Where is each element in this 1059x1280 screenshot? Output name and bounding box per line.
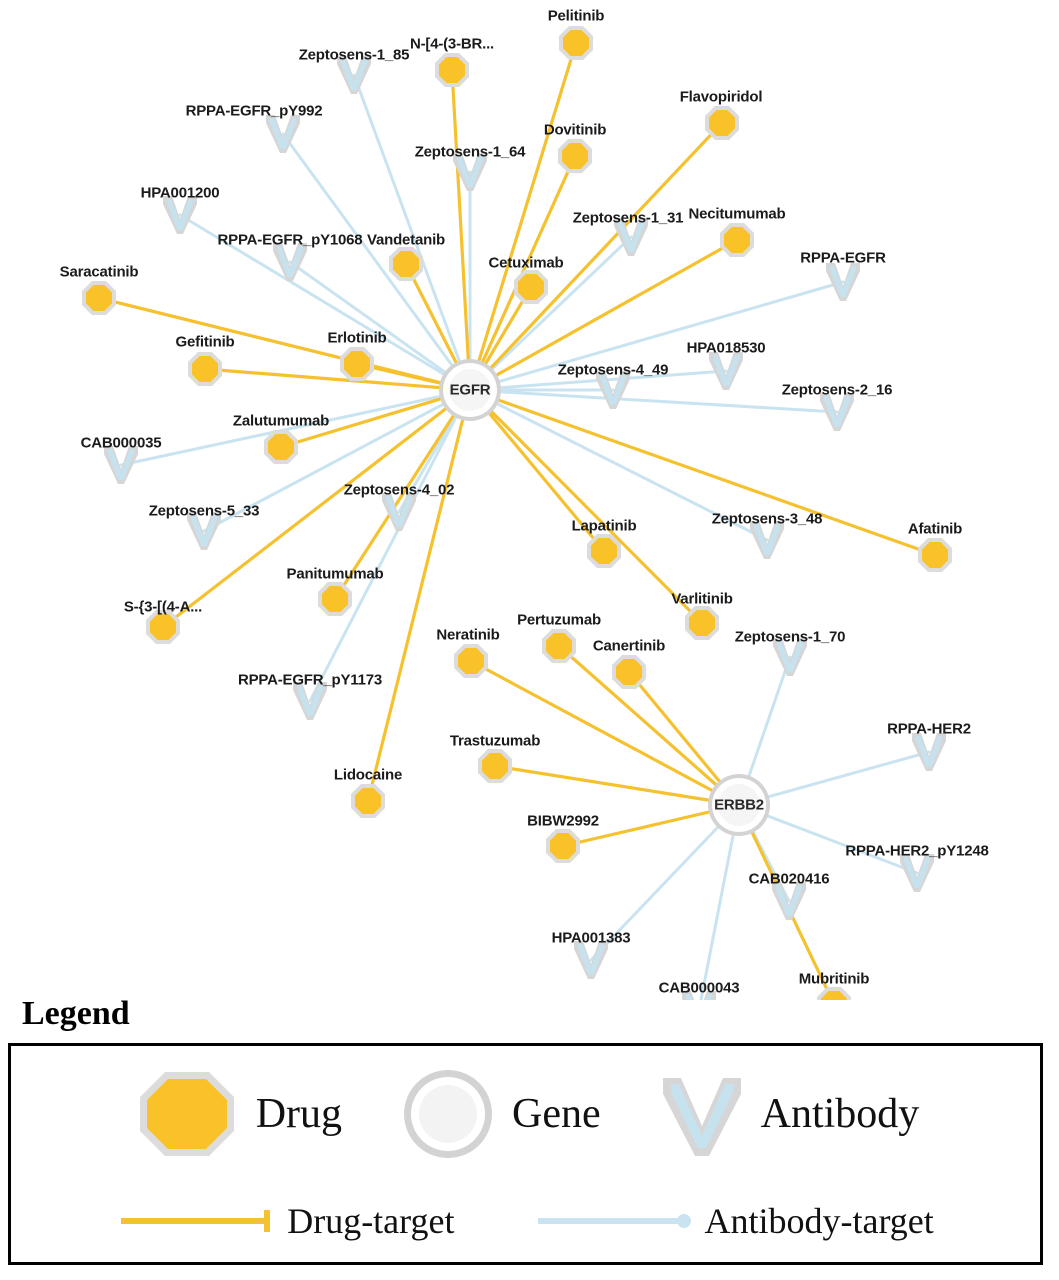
- drug-label: S-{3-[(4-A...: [123, 598, 203, 616]
- antibody-node[interactable]: [574, 941, 608, 979]
- drug-label: N-[4-(3-BR...: [409, 35, 495, 53]
- antibody-label: RPPA-HER2: [887, 720, 971, 738]
- drug-node[interactable]: [918, 538, 952, 572]
- legend-node-row: [11, 1046, 1040, 1181]
- drug-octagon-icon: [132, 1064, 242, 1164]
- legend-antibody-target-item: [534, 1200, 933, 1242]
- drug-node[interactable]: [587, 534, 621, 568]
- drug-label: Canertinib: [592, 637, 666, 655]
- antibody-node[interactable]: [273, 243, 307, 281]
- drug-node[interactable]: [264, 430, 298, 464]
- antibody-node[interactable]: [382, 493, 416, 531]
- legend-box: [8, 1043, 1043, 1265]
- legend-antibody-item: [657, 1064, 920, 1164]
- drug-label: Cetuximab: [488, 254, 564, 272]
- drug-label: Pertuzumab: [517, 611, 601, 629]
- antibody-label: RPPA-EGFR_pY992: [185, 102, 323, 120]
- antibody-label: CAB000043: [658, 979, 740, 997]
- antibody-node[interactable]: [163, 196, 197, 234]
- antibody-label: HPA001200: [140, 184, 220, 202]
- legend-title: Legend: [22, 995, 130, 1032]
- drug-node[interactable]: [318, 582, 352, 616]
- drug-node[interactable]: [720, 223, 754, 257]
- drug-node[interactable]: [612, 655, 646, 689]
- drug-label: Mubritinib: [798, 970, 870, 988]
- antibody-node[interactable]: [709, 352, 743, 390]
- drug-node[interactable]: [478, 749, 512, 783]
- drug-node[interactable]: [389, 247, 423, 281]
- antibody-label: RPPA-HER2_pY1248: [845, 842, 989, 860]
- drug-label: Lidocaine: [333, 766, 403, 784]
- drug-label: Vandetanib: [366, 231, 446, 249]
- drug-node[interactable]: [351, 784, 385, 818]
- legend-gene-item: [398, 1064, 601, 1164]
- antibody-node[interactable]: [104, 446, 138, 484]
- antibody-label: Zeptosens-1_70: [734, 628, 846, 646]
- antibody-node[interactable]: [820, 393, 854, 431]
- drug-node[interactable]: [454, 644, 488, 678]
- drug-target-edge-icon: [117, 1206, 277, 1236]
- drug-label: Panitumumab: [286, 565, 384, 583]
- drug-label: Neratinib: [436, 626, 500, 644]
- antibody-target-edge-icon: [534, 1206, 694, 1236]
- antibody-label: HPA001383: [551, 929, 631, 947]
- legend-drug-target-item: [117, 1200, 454, 1242]
- drug-label: Lapatinib: [571, 517, 637, 535]
- drug-node[interactable]: [705, 106, 739, 140]
- antibody-label: RPPA-EGFR: [800, 249, 886, 267]
- gene-label: ERBB2: [714, 796, 764, 814]
- drug-label: BIBW2992: [527, 812, 599, 830]
- antibody-label: Zeptosens-2_16: [781, 381, 893, 399]
- drug-label: Afatinib: [907, 520, 963, 538]
- antibody-node[interactable]: [772, 882, 806, 920]
- antibody-label: Zeptosens-4_02: [343, 481, 455, 499]
- drug-label: Dovitinib: [543, 121, 607, 139]
- drug-label: Saracatinib: [59, 263, 139, 281]
- drug-label: Flavopiridol: [679, 88, 763, 106]
- antibody-node[interactable]: [900, 854, 934, 892]
- antibody-chevron-icon: [657, 1064, 747, 1164]
- drug-node[interactable]: [340, 347, 374, 381]
- drug-node[interactable]: [542, 629, 576, 663]
- antibody-node[interactable]: [826, 263, 860, 301]
- drug-node[interactable]: [559, 26, 593, 60]
- drug-node[interactable]: [558, 139, 592, 173]
- drug-node[interactable]: [82, 281, 116, 315]
- drug-label: Pelitinib: [547, 7, 605, 25]
- legend-antibody-target-label: Antibody-target: [704, 1201, 934, 1241]
- drug-label: Erlotinib: [327, 329, 387, 347]
- antibody-node[interactable]: [266, 115, 300, 153]
- drug-node[interactable]: [546, 829, 580, 863]
- antibody-label: Zeptosens-4_49: [557, 361, 669, 379]
- legend-antibody-label: Antibody: [760, 1090, 920, 1137]
- antibody-label: HPA018530: [686, 339, 766, 357]
- antibody-label: Zeptosens-1_85: [298, 46, 410, 64]
- drug-label: Trastuzumab: [449, 732, 541, 750]
- antibody-label: Zeptosens-1_31: [572, 209, 684, 227]
- antibody-label: Zeptosens-3_48: [711, 510, 823, 528]
- legend-drug-target-label: Drug-target: [287, 1201, 455, 1241]
- drug-node[interactable]: [435, 53, 469, 87]
- drug-node[interactable]: [685, 606, 719, 640]
- drug-label: Gefitinib: [175, 333, 235, 351]
- antibody-node[interactable]: [912, 733, 946, 771]
- gene-label: EGFR: [449, 381, 491, 399]
- drug-node[interactable]: [817, 987, 851, 1000]
- antibody-label: RPPA-EGFR_pY1173: [237, 671, 383, 689]
- gene-circle-icon: [398, 1064, 498, 1164]
- antibody-label: CAB020416: [748, 870, 830, 888]
- legend-drug-item: [132, 1064, 342, 1164]
- drug-node[interactable]: [188, 352, 222, 386]
- drug-label: Varlitinib: [671, 590, 733, 608]
- antibody-label: CAB000035: [80, 434, 162, 452]
- legend-edge-row: [11, 1186, 1040, 1256]
- antibody-label: RPPA-EGFR_pY1068: [217, 231, 363, 249]
- drug-label: Necitumumab: [688, 205, 786, 223]
- legend-gene-label: Gene: [512, 1090, 601, 1137]
- drug-label: Zalutumumab: [232, 412, 330, 430]
- antibody-label: Zeptosens-1_64: [414, 143, 526, 161]
- legend-drug-label: Drug: [255, 1090, 343, 1137]
- antibody-label: Zeptosens-5_33: [148, 502, 260, 520]
- drug-node[interactable]: [514, 270, 548, 304]
